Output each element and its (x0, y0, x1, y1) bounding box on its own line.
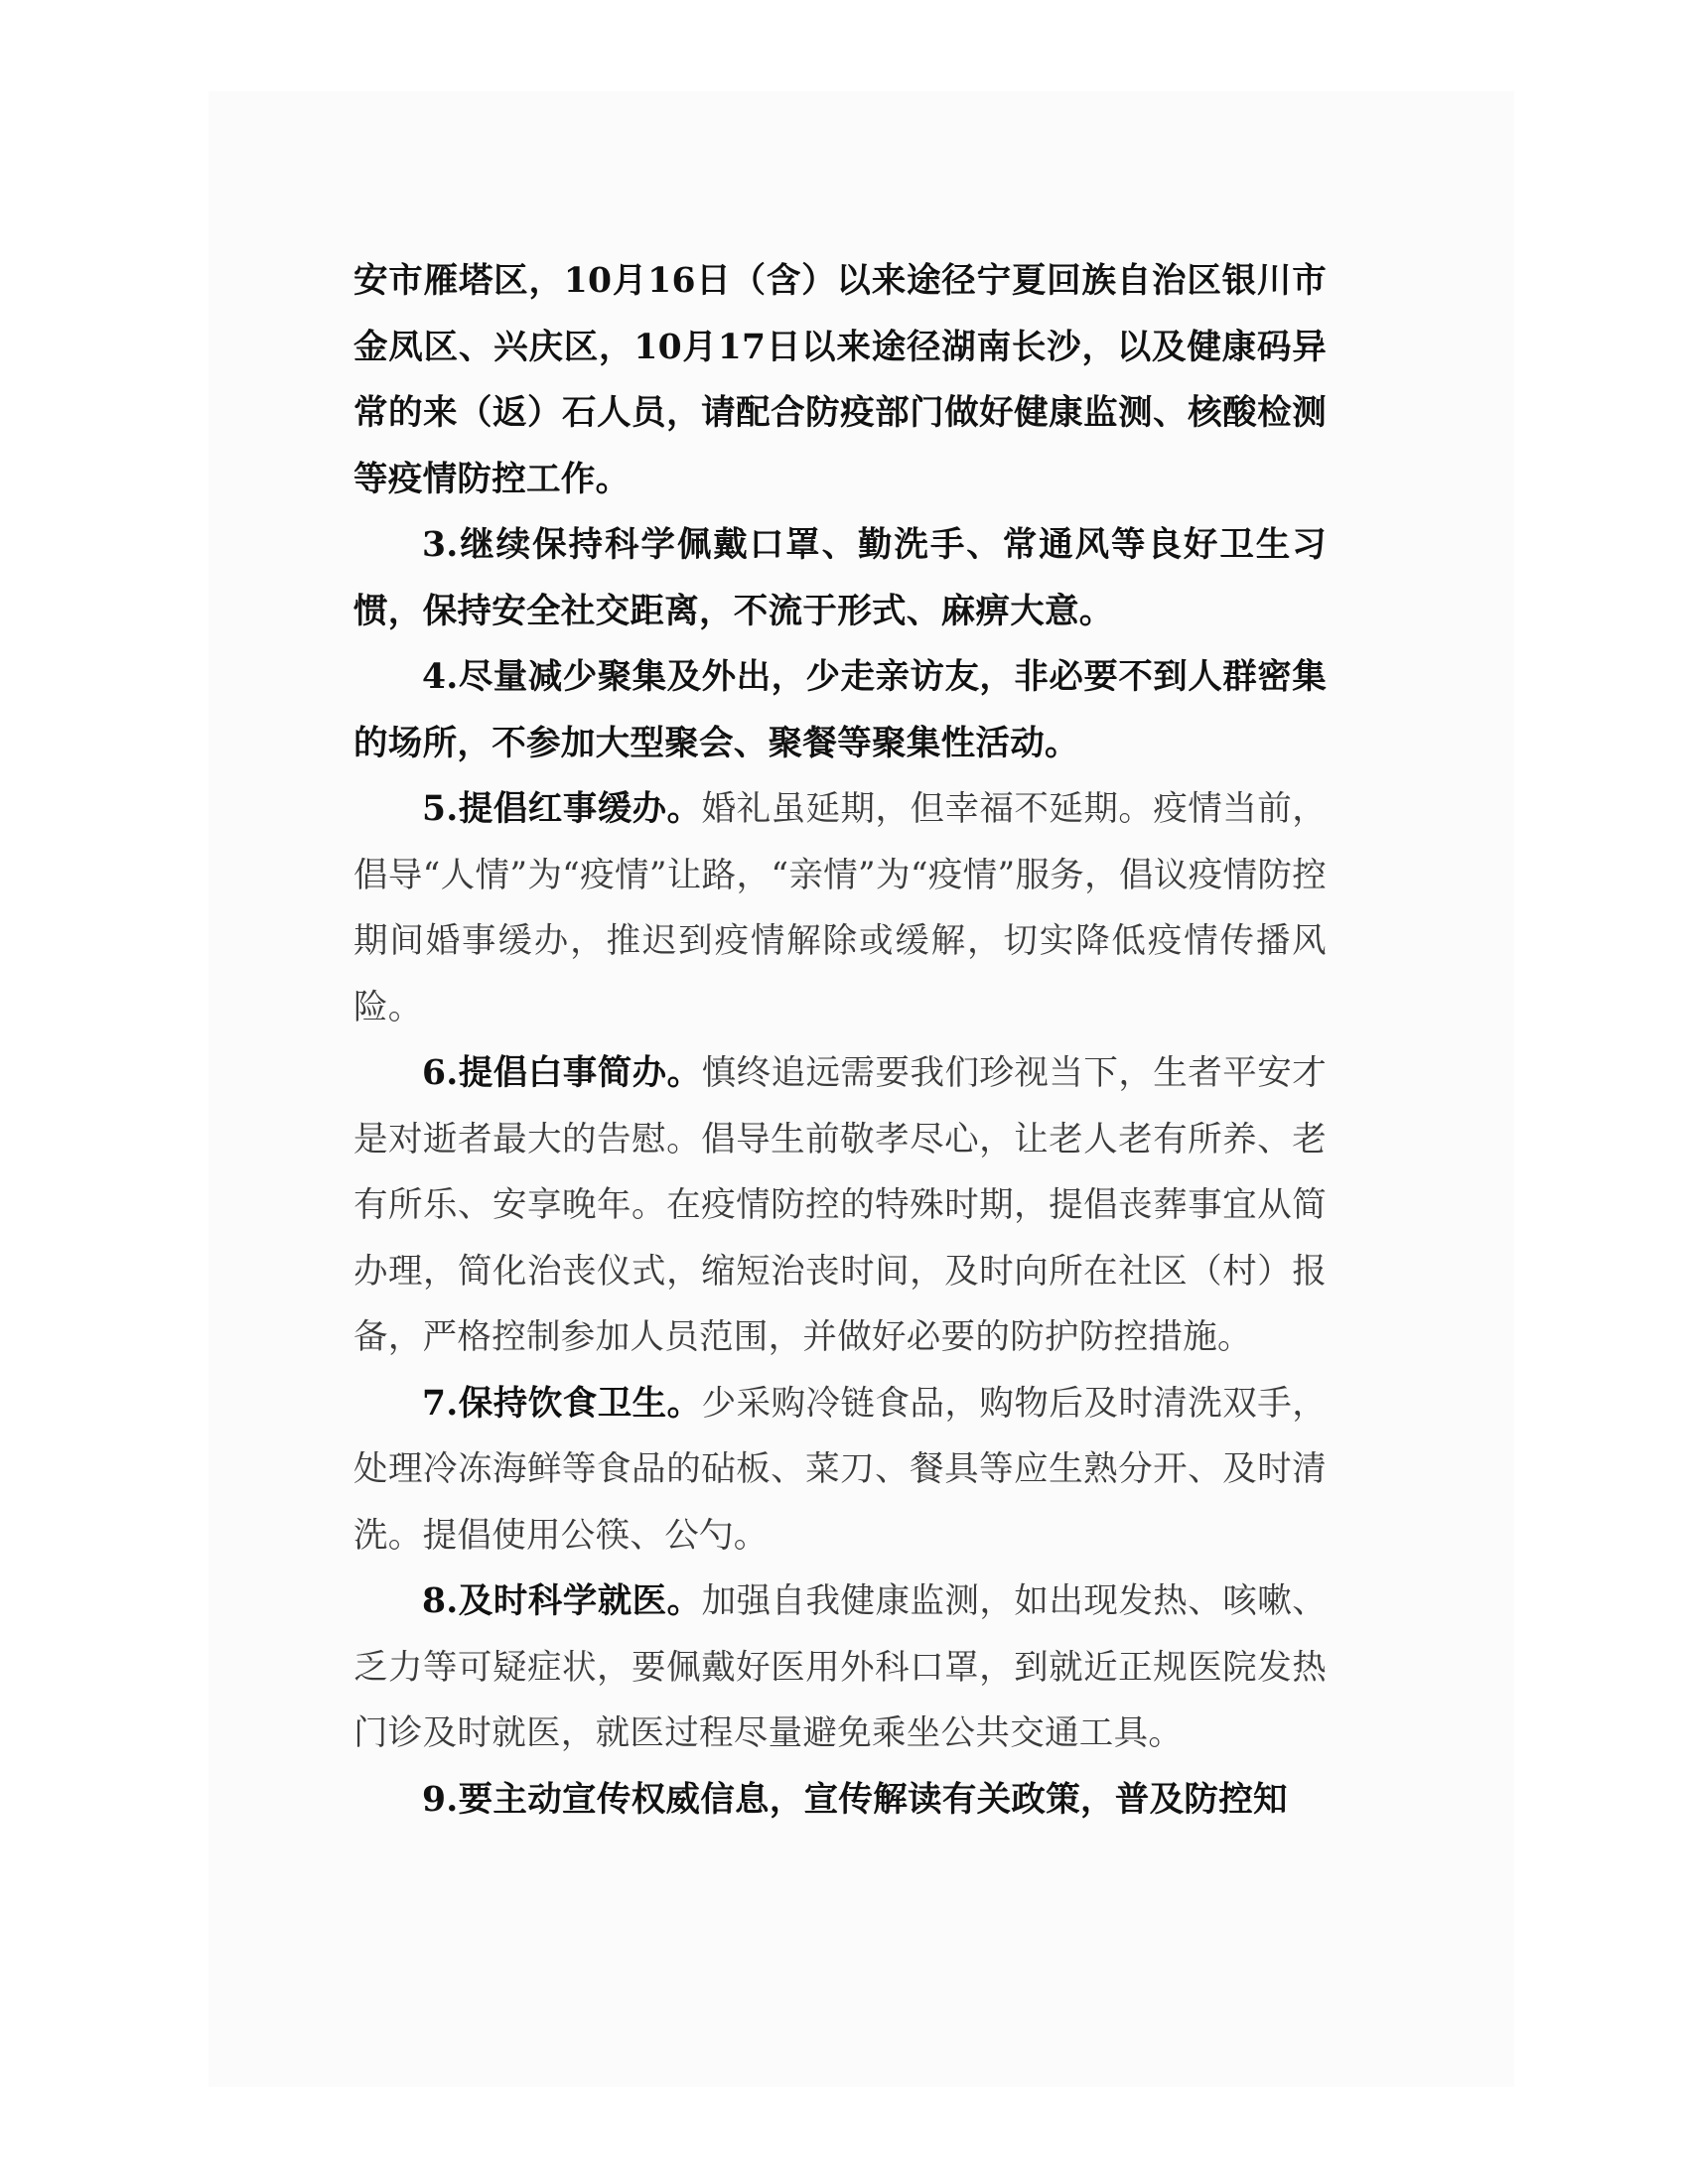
paragraph-8-body: 加强自我健康监测，如出现发热、咳嗽、乏力等可疑症状，要佩戴好医用外科口罩，到就近正规医院发热门诊及时就医，就医过程尽量避免乘坐公共交通工具。 (353, 1581, 1327, 1753)
paragraph-7 (353, 1371, 1327, 1570)
paragraph-8-heading: 8.及时科学就医。 (422, 1581, 702, 1621)
paragraph-6-heading: 6.提倡白事简办。 (422, 1053, 702, 1093)
paragraph-6 (353, 1040, 1327, 1371)
paragraph-9: 9.要主动宣传权威信息，宣传解读有关政策，普及防控知 (422, 1779, 1288, 1820)
paragraph-continued: 安市雁塔区，10月16日（含）以来途径宁夏回族自治区银川市金凤区、兴庆区，10月17日以来途径湖南长沙，以及健康码异常的来（返）石人员，请配合防疫部门做好健康监测、核酸检测等疫情防控工作。 (353, 261, 1327, 499)
paragraph-5 (353, 776, 1327, 1040)
paragraph-6-body: 慎终追远需要我们珍视当下，生者平安才是对逝者最大的告慰。倡导生前敬孝尽心，让老人老有所养、老有所乐、安享晚年。在疫情防控的特殊时期，提倡丧葬事宜从简办理，简化治丧仪式，缩短治丧时间，及时向所在社区（村）报备，严格控制参加人员范围，并做好必要的防护防控措施。 (353, 1053, 1327, 1357)
paragraph-5-heading: 5.提倡红事缓办。 (422, 789, 702, 829)
paragraph-3: 3.继续保持科学佩戴口罩、勤洗手、常通风等良好卫生习惯，保持安全社交距离，不流于形式、麻痹大意。 (353, 525, 1327, 631)
paragraph-4: 4.尽量减少聚集及外出，少走亲访友，非必要不到人群密集的场所，不参加大型聚会、聚餐等聚集性活动。 (353, 657, 1327, 763)
paragraph-8 (353, 1569, 1327, 1767)
paragraph-5-body: 婚礼虽延期，但幸福不延期。疫情当前，倡导“人情”为“疫情”让路，“亲情”为“疫情”服务，倡议疫情防控期间婚事缓办，推迟到疫情解除或缓解，切实降低疫情传播风险。 (353, 789, 1327, 1027)
paragraph-7-body: 少采购冷链食品，购物后及时清洗双手，处理冷冻海鲜等食品的砧板、菜刀、餐具等应生熟分开、及时清洗。提倡使用公筷、公勺。 (353, 1383, 1327, 1556)
paragraph-7-heading: 7.保持饮食卫生。 (422, 1383, 702, 1424)
document-body (353, 248, 1327, 1833)
